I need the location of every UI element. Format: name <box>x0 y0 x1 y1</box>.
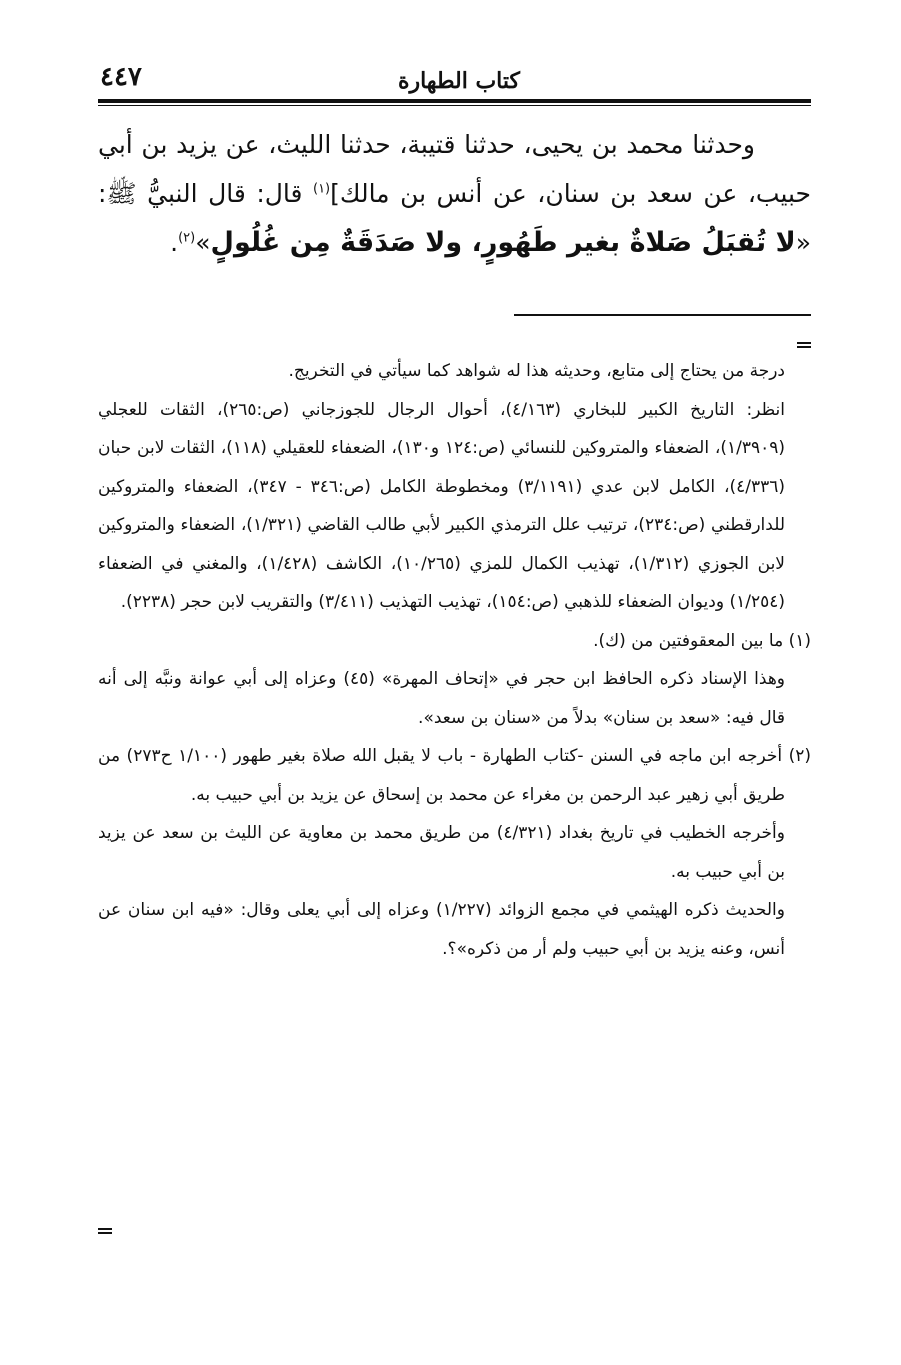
footnote-2-detail-1: وأخرجه الخطيب في تاريخ بغداد (٤/٣٢١) من طريق محمد بن معاوية عن الليث بن سعد عن يزيد بن أبي حبيب به. <box>98 823 785 882</box>
page-number: ٤٤٧ <box>100 62 142 92</box>
quote-close: » <box>195 228 211 257</box>
chapter-title: كتاب الطهارة <box>397 68 520 94</box>
footnote-ref-2: (٢) <box>178 230 196 246</box>
footnote-separator <box>514 314 811 316</box>
footnote-1-detail: وهذا الإسناد ذكره الحافظ ابن حجر في «إتحاف المهرة» (٤٥) وعزاه إلى أبي عوانة ونبَّه إلى أنه قال فيه: «سعد بن سنان» بدلاً من «سنان بن سعد». <box>98 669 785 728</box>
header-rule-thin <box>98 105 811 106</box>
footnote-1: (١) ما بين المعقوفتين من (ك). <box>593 630 811 651</box>
end-punctuation: . <box>170 228 179 257</box>
footnote-2: (٢) أخرجه ابن ماجه في السنن -كتاب الطهارة - باب لا يقبل الله صلاة بغير طهور (١/١٠٠ ح٢٧٣) من طريق أبي زهير عبد الرحمن بن مغراء عن محمد بن إسحاق عن يزيد بن أبي حبيب به. <box>98 746 811 805</box>
hadith-text: لا تُقبَلُ صَلاةٌ بغير طَهُورٍ، ولا صَدَقَةٌ مِن غُلُولٍ <box>210 227 796 258</box>
header-rule-thick <box>98 99 811 103</box>
continuation-mark-bottom <box>98 1228 112 1234</box>
footnote-2-detail-2: والحديث ذكره الهيثمي في مجمع الزوائد (١/٢٢٧) وعزاه إلى أبي يعلى وقال: «فيه ابن سنان عن أنس، وعنه يزيد بن أبي حبيب ولم أر من ذكره»؟. <box>98 900 785 959</box>
footnotes <box>98 352 811 968</box>
footnote-continuation-line: درجة من يحتاج إلى متابع، وحديثه هذا له شواهد كما سيأتي في التخريج. <box>288 361 785 381</box>
footnote-ref-1: (١) <box>312 181 331 197</box>
footnote-references: انظر: التاريخ الكبير للبخاري (٤/١٦٣)، أحوال الرجال للجوزجاني (ص:٢٦٥)، الثقات للعجلي (١/٣٩٠٩)، الضعفاء والمتروكين للنسائي (ص:١٢٤ و١٣٠)، الضعفاء للعقيلي (١١٨)، الثقات لابن حبان (٤/٣٣٦)، الكامل لابن عدي (٣/١١٩١) ومخطوطة الكامل (ص:٣٤٦ - ٣٤٧)، الضعفاء والمتروكين للدارقطني (ص:٢٣٤)، ترتيب علل الترمذي الكبير لأبي طالب القاضي (١/٣٢١)، الضعفاء والمتروكين لابن الجوزي (١/٣١٢)، تهذيب الكمال للمزي (١٠/٢٦٥)، الكاشف (١/٤٢٨)، والمغني في الضعفاء (١/٢٥٤) وديوان الضعفاء للذهبي (ص:١٥٤)، تهذيب التهذيب (٣/٤١١) والتقريب لابن حجر (٢٢٣٨). <box>98 399 786 612</box>
continuation-mark-top <box>797 342 811 348</box>
isnad-text: وحدثنا محمد بن يحيى، حدثنا قتيبة، حدثنا الليث، عن يزيد بن أبي حبيب، عن سعد بن سنان، عن أنس بن مالك] <box>98 130 811 208</box>
speech-intro: قال: قال النبيُّ ﷺ: <box>98 179 313 208</box>
running-header <box>98 60 810 100</box>
quote-open: « <box>795 228 811 257</box>
main-text <box>98 120 811 267</box>
main-paragraph <box>98 120 811 267</box>
